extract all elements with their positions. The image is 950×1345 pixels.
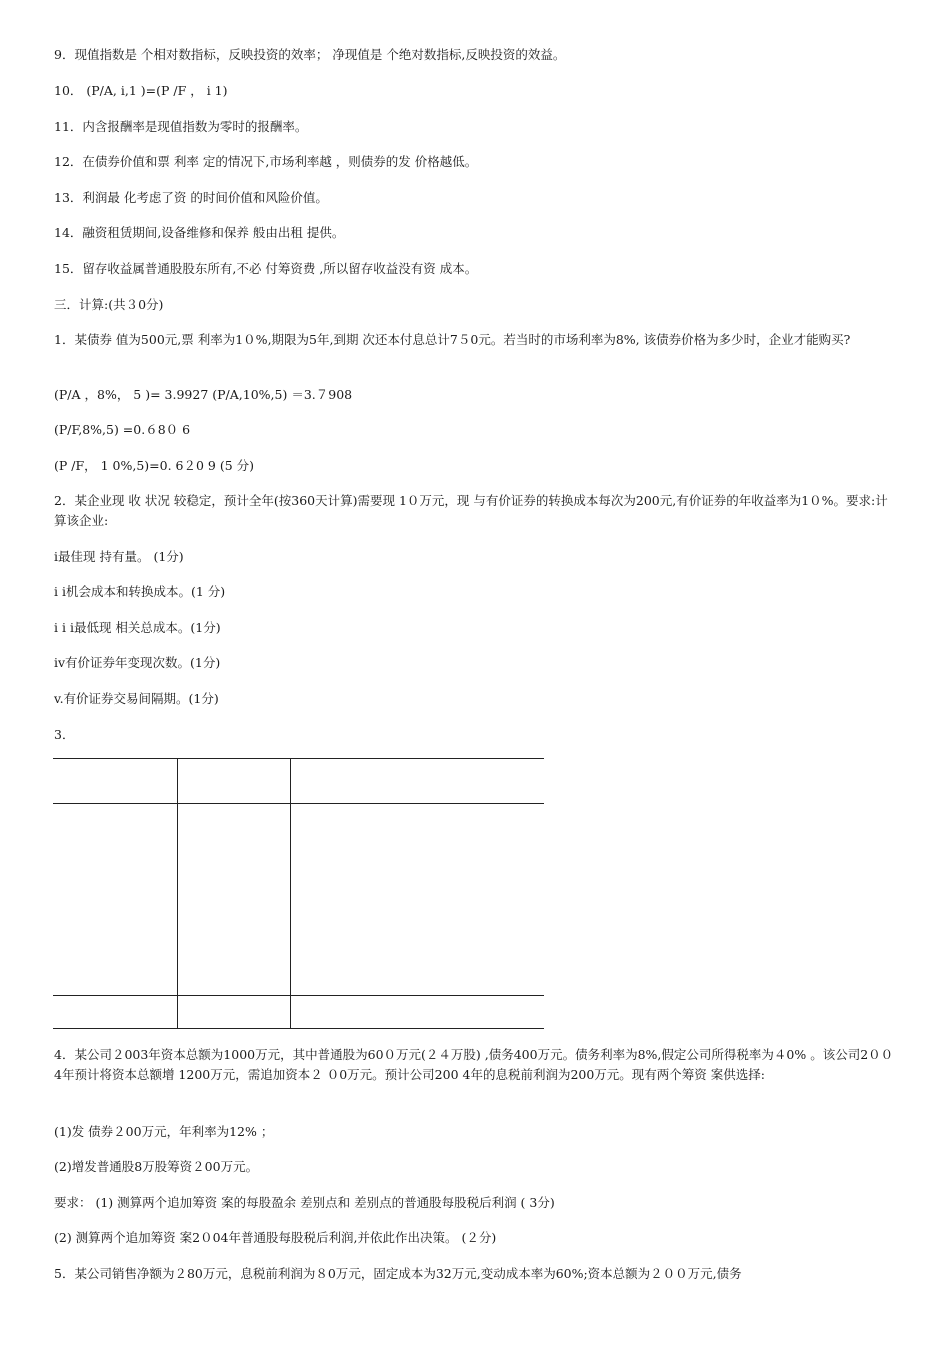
formula-3: (P /F， 1 0%,5)=0. 6２0 9 (5 分) [54, 458, 255, 473]
item-14: 14．融资租赁期间,设备维修和保养 般由出租 提供。 [54, 225, 345, 240]
question-4-option-1: (1)发 债券２00万元，年利率为12% ； [54, 1124, 274, 1139]
question-2-part-5: v.有价证券交易间隔期。(1分) [54, 691, 219, 706]
blank-table [53, 758, 544, 1029]
item-10: 10． (P/A, i,1 )=(P /F ， i 1) [54, 83, 228, 98]
table-column-divider-1 [177, 758, 178, 1029]
question-5: 5．某公司销售净额为２80万元，息税前利润为８0万元，固定成本为32万元,变动成本率为60%;资本总额为２００万元,债务 [54, 1266, 742, 1281]
question-2-part-2: i i机会成本和转换成本。(1 分) [54, 584, 226, 599]
item-13: 13．利润最 化考虑了资 的时间价值和风险价值。 [54, 190, 328, 205]
section-heading: 三．计算:(共３0分) [54, 297, 164, 312]
question-2-part-1: i最佳现 持有量。 (1分) [54, 549, 184, 564]
table-rule-lower [53, 995, 544, 996]
table-rule-top [53, 758, 544, 759]
table-column-divider-2 [290, 758, 291, 1029]
item-11: 11．内含报酬率是现值指数为零时的报酬率。 [54, 119, 308, 134]
question-1: 1．某债券 值为500元,票 利率为1０%,期限为5年,到期 次还本付息总计7５0元。若当时的市场利率为8%, 该债券价格为多少时，企业才能购买? [54, 332, 851, 347]
question-4-requirement-2: (2) 测算两个追加筹资 案2０04年普通股每股税后利润,并依此作出决策。 (２分) [54, 1230, 497, 1245]
question-2-part-3: i i i最低现 相关总成本。(1分) [54, 620, 221, 635]
formula-1: (P/A ，8%， 5 )= 3.9927 (P/A,10%,5) ＝3.７908 [54, 387, 353, 402]
question-3: 3． [54, 727, 75, 742]
question-2: 2．某企业现 收 状况 较稳定，预计全年(按360天计算)需要现 1０万元，现 与有价证券的转换成本每次为200元,有价证券的年收益率为1０%。要求:计算该企业: [54, 493, 888, 528]
question-4: 4．某公司２003年资本总额为1000万元，其中普通股为60０万元(２４万股) ,债务400万元。债务利率为8%,假定公司所得税率为４0% 。该公司2００4年预计将资本总额增 1200万元，需追加资本２ ０0万元。预计公司200 4年的息税前利润为200万元。现有两个筹资 案供选择: [54, 1047, 894, 1082]
question-4-requirement-1: 要求： (1) 测算两个追加筹资 案的每股盈余 差别点和 差别点的普通股每股税后利润 ( 3分) [54, 1195, 555, 1210]
formula-2: (P/F,8%,5) =0.６8０ 6 [54, 422, 191, 437]
question-2-part-4: iv有价证券年变现次数。(1分) [54, 655, 221, 670]
item-15: 15．留存收益属普通股股东所有,不必 付筹资费 ,所以留存收益没有资 成本。 [54, 261, 478, 276]
table-rule-bottom [53, 1028, 544, 1029]
item-9: 9．现值指数是 个相对数指标，反映投资的效率； 净现值是 个绝对数指标,反映投资的效益。 [54, 47, 566, 62]
item-12: 12．在债券价值和票 利率 定的情况下,市场利率越 ，则债券的发 价格越低。 [54, 154, 478, 169]
table-rule-header [53, 803, 544, 804]
question-4-option-2: (2)增发普通股8万股筹资２00万元。 [54, 1159, 259, 1174]
